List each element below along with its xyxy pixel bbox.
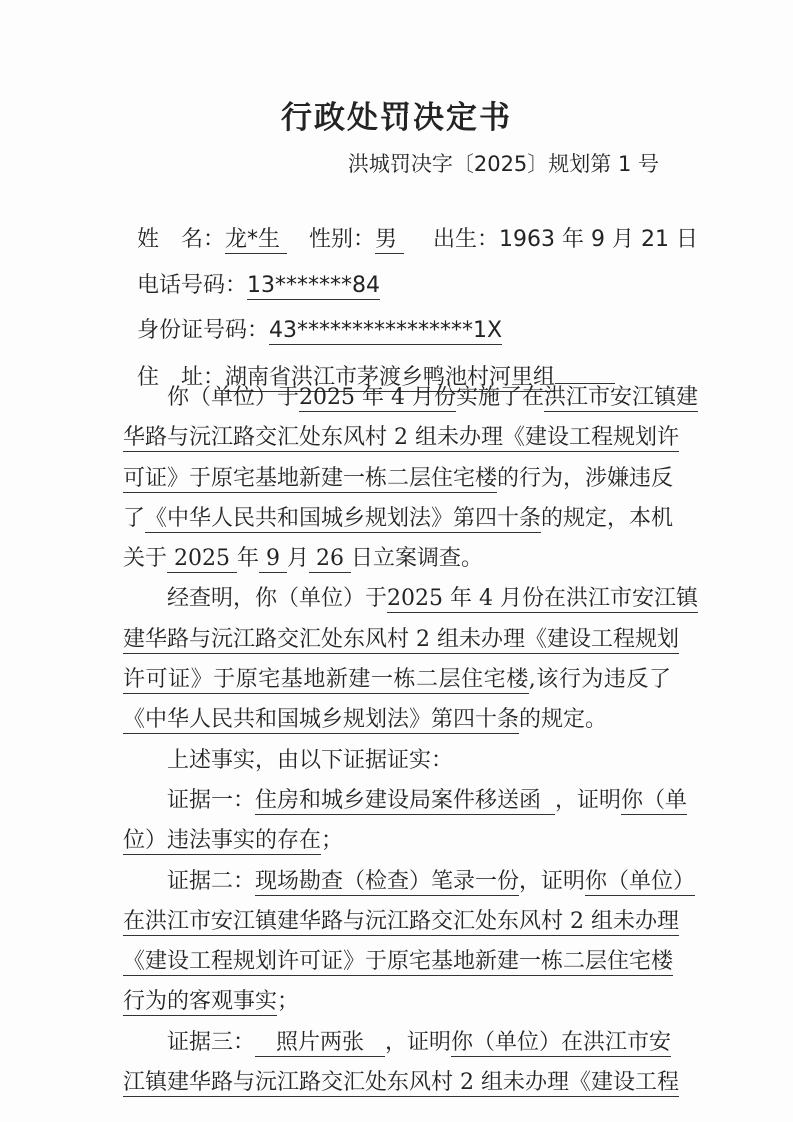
text-line [123, 660, 671, 700]
text-segment: 的规定。 [519, 707, 608, 733]
text-segment: 月 [287, 546, 310, 572]
text-segment: 证据三： [167, 1029, 256, 1055]
filled-field-text: 现场勘查（检查）笔录一份 [255, 868, 520, 894]
filled-field-text: 在洪江市安江镇建华路与沅江路交汇处东风村 2 组未办理 [123, 908, 679, 934]
text-line [123, 620, 679, 660]
text-line [123, 459, 674, 499]
filled-field-text: 你（单 [621, 787, 688, 813]
text-segment: 年 [237, 546, 260, 572]
address-label: 住 址： [137, 365, 226, 390]
text-line [123, 418, 679, 458]
text-segment: 的行为，涉嫌违反 [497, 465, 674, 491]
text-line [123, 821, 671, 861]
filled-field-text: 照片两张 [255, 1029, 385, 1055]
text-segment: 上述事实，由以下证据证实： [167, 747, 454, 773]
sex-label: 性别： [287, 227, 376, 252]
document-number: 洪城罚决字〔2025〕规划第 1 号 [347, 152, 659, 176]
filled-field-text: 《中华人民共和国城乡规划法》第四十条 [123, 707, 520, 733]
filled-field-text: 2025 年 4 月份 [299, 385, 456, 410]
text-line [123, 781, 688, 821]
text-line [123, 862, 696, 902]
filled-field-text: 江镇建华路与沅江路交汇处东风村 2 组未办理《建设工程 [123, 1070, 679, 1096]
filled-field-text: 《中华人民共和国城乡规划法》第四十条 [145, 505, 542, 531]
phone-value: 13*******84 [247, 273, 381, 298]
text-line [123, 741, 671, 781]
text-line [123, 942, 674, 982]
id-value: 43****************1X [269, 318, 503, 343]
filled-field-text: 可证》于原宅基地新建一栋二层住宅楼 [123, 465, 498, 491]
name-value: 龙*生 [225, 227, 288, 252]
text-segment: ； [277, 989, 300, 1015]
text-segment: 关于 [123, 546, 168, 572]
text-line [123, 378, 699, 418]
sex-value: 男 [375, 227, 405, 252]
text-segment: ,该行为违反了 [528, 667, 671, 693]
filled-field-text: 住房和城乡建设局案件移送函 [255, 787, 556, 813]
text-segment: 证据二： [167, 868, 256, 894]
text-segment: ，证明 [519, 868, 586, 894]
birth-label: 出生： [404, 227, 500, 252]
address-value: 湖南省洪江市茅渡乡鸭池村河里组 [225, 365, 556, 390]
text-line [123, 700, 671, 740]
text-line [123, 1063, 679, 1103]
filled-field-text: 位）违法事实的存在 [123, 828, 322, 854]
birth-value: 1963 年 9 月 21 日 [499, 227, 698, 252]
text-line [123, 579, 698, 619]
text-segment: 日立案调查。 [351, 546, 484, 572]
filled-field-text: 建华路与沅江路交汇处东风村 2 组未办理《建设工程规划 [123, 626, 679, 652]
document-body [123, 378, 699, 1103]
filled-field-text: 《建设工程规划许可证》于原宅基地新建一栋二层住宅楼 [123, 949, 674, 975]
filled-field-text: 华路与沅江路交汇处东风村 2 组未办理《建设工程规划许 [123, 425, 679, 451]
filled-field-text: 许可证》于原宅基地新建一栋二层住宅楼 [123, 667, 529, 693]
text-line [123, 902, 679, 942]
text-line [123, 539, 671, 579]
text-segment: 证据一： [167, 787, 256, 813]
text-segment: 了 [123, 505, 146, 531]
phone-label: 电话号码： [137, 273, 248, 298]
text-segment: ； [321, 828, 344, 854]
id-label: 身份证号码： [137, 318, 270, 343]
filled-field-text: 2025 [167, 546, 237, 572]
text-line [123, 982, 671, 1022]
text-segment: ，证明 [384, 1029, 451, 1055]
name-label: 姓 名： [137, 227, 226, 252]
text-segment: 经查明，你（单位）于 [167, 586, 388, 612]
text-line [123, 499, 674, 539]
filled-field-text: 9 [259, 546, 287, 572]
text-segment: 实施了在 [455, 385, 544, 410]
document-title: 行政处罚决定书 [281, 100, 512, 136]
filled-field-text: 洪江市安江镇建 [544, 385, 699, 410]
filled-field-text: 你（单位）在洪江市安 [451, 1029, 672, 1055]
text-segment: 的规定，本机 [541, 505, 674, 531]
text-segment: ，证明 [555, 787, 622, 813]
filled-field-text: 你（单位） [585, 868, 696, 894]
filled-field-text: 26 [309, 546, 351, 572]
filled-field-text: 2025 年 4 月份在洪江市安江镇 [387, 586, 698, 612]
text-line [123, 1023, 671, 1063]
filled-field-text: 行为的客观事实 [123, 989, 278, 1015]
text-segment: 你（单位）于 [167, 385, 300, 410]
